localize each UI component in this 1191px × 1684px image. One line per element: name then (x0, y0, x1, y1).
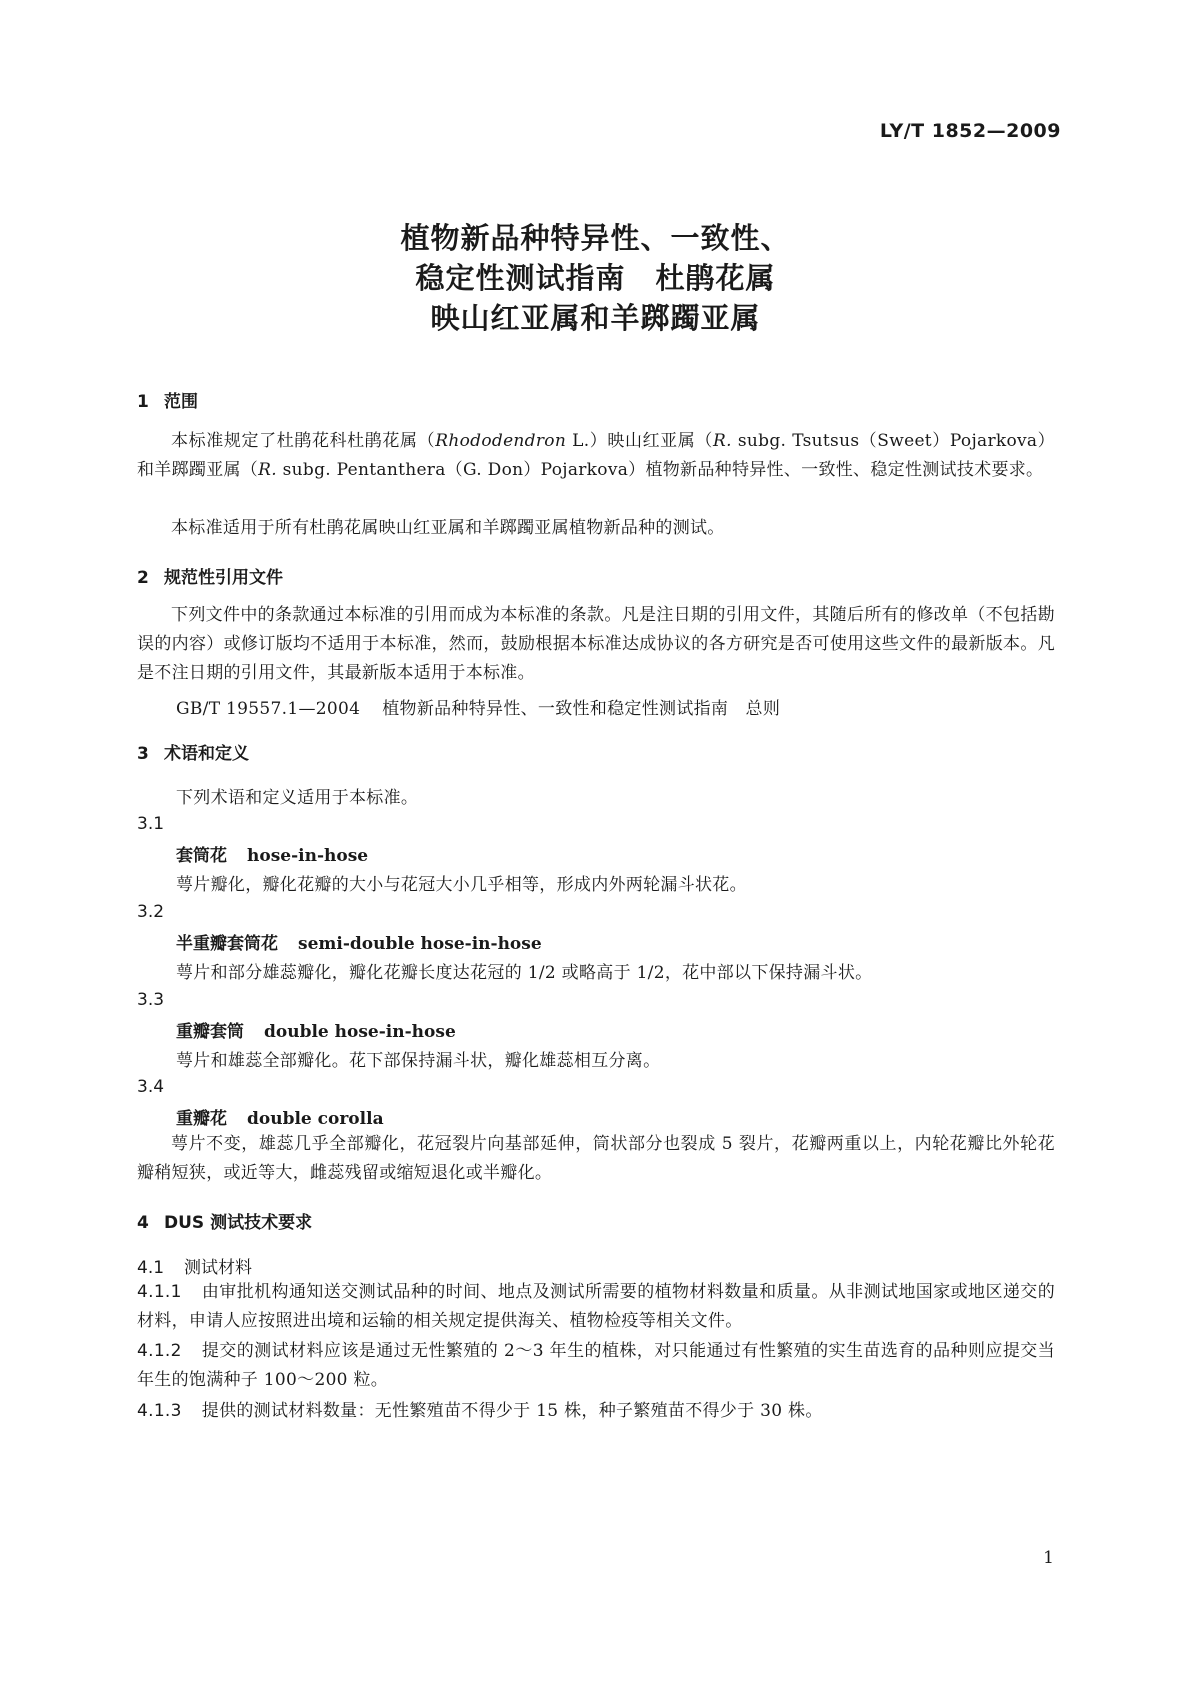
section-1-heading (137, 387, 198, 412)
term-heading: 重瓣花 double corolla (176, 1109, 384, 1129)
document-title-line-2: 稳定性测试指南 杜鹃花属 (415, 261, 776, 295)
section-number: 4 (137, 1213, 149, 1233)
clause-4-1-3: 4.1.3 提供的测试材料数量：无性繁殖苗不得少于 15 株，种子繁殖苗不得少于 30 株。 (137, 1401, 823, 1421)
clause-4-1-1: 4.1.1 由审批机构通知送交测试品种的时间、地点及测试所需要的植物材料数量和质量。从非测试地国家或地区递交的材料，申请人应按照进出境和运输的相关规定提供海关、植物检疫等相关文件。 (137, 1282, 1055, 1331)
section-2-paragraph-1: 下列文件中的条款通过本标准的引用而成为本标准的条款。凡是注日期的引用文件，其随后所有的修改单（不包括勘误的内容）或修订版均不适用于本标准，然而，鼓励根据本标准达成协议的各方研究是否可使用这些文件的最新版本。凡是不注日期的引用文件，其最新版本适用于本标准。 (137, 605, 1055, 683)
standard-code: LY/T 1852—2009 (879, 120, 1061, 142)
section-number: 2 (137, 568, 149, 588)
section-number: 3 (137, 744, 149, 764)
document-title-line-1: 植物新品种特异性、一致性、 (400, 221, 791, 255)
term-number: 3.3 (137, 990, 165, 1010)
subsection-4-1-heading: 4.1 测试材料 (137, 1258, 253, 1278)
term-number: 3.1 (137, 814, 165, 834)
section-3-heading (137, 739, 249, 764)
term-definition: 萼片和部分雄蕊瓣化，瓣化花瓣长度达花冠的 1/2 或略高于 1/2，花中部以下保持漏斗状。 (176, 963, 873, 983)
reference-code: GB/T 19557.1—2004 (176, 699, 361, 719)
section-title: 规范性引用文件 (164, 568, 283, 588)
term-number: 3.2 (137, 902, 165, 922)
term-definition: 萼片瓣化，瓣化花瓣的大小与花冠大小几乎相等，形成内外两轮漏斗状花。 (176, 875, 747, 895)
clause-4-1-2: 4.1.2 提交的测试材料应该是通过无性繁殖的 2～3 年生的植株，对只能通过有性繁殖的实生苗选育的品种则应提交当年生的饱满种子 100～200 粒。 (137, 1341, 1055, 1390)
term-heading: 套筒花 hose-in-hose (176, 846, 369, 866)
section-title: 范围 (164, 392, 198, 412)
section-1-paragraph-2: 本标准适用于所有杜鹃花属映山红亚属和羊踯躅亚属植物新品种的测试。 (171, 518, 725, 538)
section-3-intro: 下列术语和定义适用于本标准。 (176, 788, 419, 808)
page-number: 1 (1043, 1548, 1054, 1568)
term-number: 3.4 (137, 1077, 165, 1097)
normative-reference (176, 694, 780, 719)
term-definition: 萼片和雄蕊全部瓣化。花下部保持漏斗状，瓣化雄蕊相互分离。 (176, 1051, 661, 1071)
section-title: 术语和定义 (164, 744, 249, 764)
section-number: 1 (137, 392, 149, 412)
document-title-line-3: 映山红亚属和羊踯躅亚属 (430, 301, 761, 335)
section-title: DUS 测试技术要求 (164, 1213, 313, 1233)
reference-title: 植物新品种特异性、一致性和稳定性测试指南 总则 (382, 699, 781, 719)
section-4-heading (137, 1208, 312, 1233)
section-1-paragraph-1: 本标准规定了杜鹃花科杜鹃花属（Rhododendron L.）映山红亚属（R. subg. Tsutsus（Sweet）Pojarkova）和羊踯躅亚属（R. subg. Pentanthera（G. Don）Pojarkova）植物新品种特异性、一致性、稳定性测试技术要求。 (137, 431, 1055, 480)
term-definition: 萼片不变，雄蕊几乎全部瓣化，花冠裂片向基部延伸，筒状部分也裂成 5 裂片，花瓣两重以上，内轮花瓣比外轮花瓣稍短狭，或近等大，雌蕊残留或缩短退化或半瓣化。 (137, 1134, 1055, 1183)
term-heading: 半重瓣套筒花 semi-double hose-in-hose (176, 934, 542, 954)
section-2-heading (137, 563, 283, 588)
term-heading: 重瓣套筒 double hose-in-hose (176, 1022, 456, 1042)
